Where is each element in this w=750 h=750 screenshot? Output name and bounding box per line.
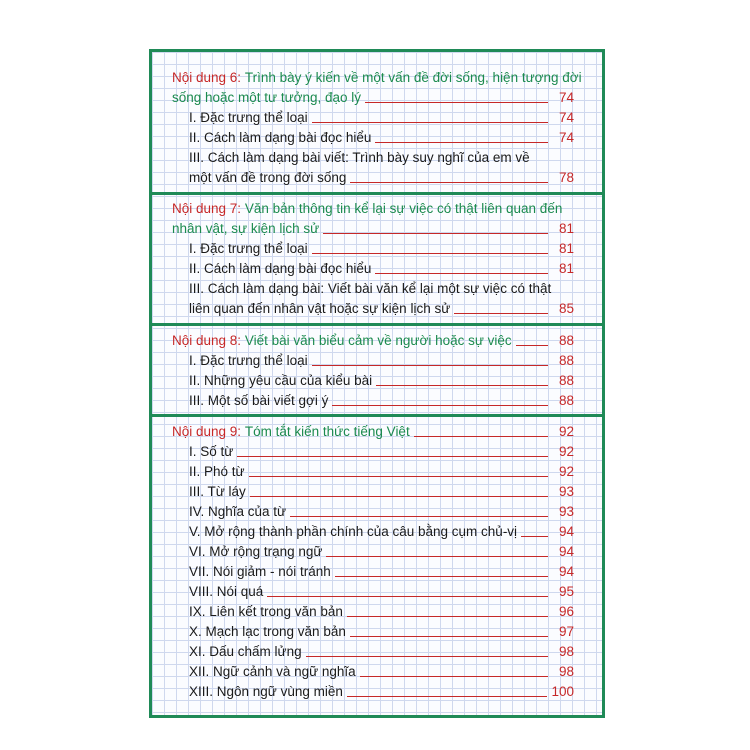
dotted-leader (365, 102, 548, 103)
section-label: Nội dung 6: (172, 70, 242, 85)
entry-title: liên quan đến nhân vật hoặc sự kiện lịch sử (189, 301, 451, 316)
dotted-leader (375, 273, 548, 274)
page-number: 74 (558, 130, 574, 145)
section-divider (152, 192, 602, 195)
entry-title: III. Một số bài viết gợi ý (189, 393, 329, 408)
dotted-leader (350, 636, 548, 637)
dotted-leader (312, 253, 548, 254)
section-title: Văn bản thông tin kể lại sự việc có thật liên quan đến (244, 201, 563, 216)
section-heading-line[interactable] (172, 86, 574, 106)
section-heading-line[interactable] (172, 66, 582, 86)
toc-entry[interactable] (189, 500, 574, 520)
dotted-leader (312, 365, 548, 366)
entry-title: III. Từ láy (189, 484, 246, 499)
dotted-leader (326, 556, 548, 557)
toc-entry[interactable] (189, 460, 574, 480)
entry-title: XII. Ngữ cảnh và ngữ nghĩa (189, 664, 356, 679)
table-of-contents-page (149, 49, 605, 718)
toc-entry[interactable] (189, 106, 574, 126)
section-heading-line[interactable] (172, 420, 574, 440)
entry-title: IV. Nghĩa của từ (189, 504, 287, 519)
dotted-leader (521, 536, 548, 537)
dotted-leader (323, 233, 548, 234)
page-number: 74 (558, 110, 574, 125)
page-number: 94 (558, 524, 574, 539)
dotted-leader (312, 122, 548, 123)
page-number: 95 (558, 584, 574, 599)
entry-title: I. Số từ (189, 444, 234, 459)
toc-entry[interactable] (189, 640, 574, 660)
entry-title: XIII. Ngôn ngữ vùng miền (189, 684, 343, 699)
toc-entry[interactable] (189, 620, 574, 640)
section-divider (152, 414, 602, 417)
page-number: 74 (558, 90, 574, 105)
dotted-leader (414, 436, 548, 437)
toc-entry[interactable] (189, 580, 574, 600)
dotted-leader (347, 616, 548, 617)
page-number: 92 (558, 424, 574, 439)
toc-entry[interactable] (189, 520, 574, 540)
toc-entry[interactable] (189, 146, 574, 166)
page-number: 78 (558, 170, 574, 185)
entry-title: XI. Dấu chấm lửng (189, 644, 302, 659)
entry-title: III. Cách làm dạng bài viết: Trình bày suy nghĩ của em về (189, 150, 530, 165)
page-number: 96 (558, 604, 574, 619)
section-heading-line[interactable] (172, 217, 574, 237)
dotted-leader (335, 576, 548, 577)
section-heading-line[interactable] (172, 197, 574, 217)
entry-title: IX. Liên kết trong văn bản (189, 604, 343, 619)
entry-title: VI. Mở rộng trạng ngữ (189, 544, 323, 559)
entry-title: II. Cách làm dạng bài đọc hiểu (189, 261, 372, 276)
entry-title: II. Phó từ (189, 464, 245, 479)
dotted-leader (250, 496, 548, 497)
dotted-leader (249, 476, 548, 477)
toc-entry[interactable] (189, 257, 574, 277)
entry-title: I. Đặc trưng thể loại (189, 241, 308, 256)
section-title: nhân vật, sự kiện lịch sử (172, 221, 320, 236)
dotted-leader (237, 456, 548, 457)
section-title: Tóm tắt kiến thức tiếng Việt (244, 424, 410, 439)
toc-entry[interactable] (189, 277, 574, 297)
toc-entry[interactable] (189, 126, 574, 146)
dotted-leader (347, 696, 548, 697)
page-number: 98 (558, 664, 574, 679)
page-number: 100 (551, 684, 574, 699)
page-number: 94 (558, 564, 574, 579)
entry-title: III. Cách làm dạng bài: Viết bài văn kể lại một sự việc có thật (189, 281, 552, 296)
section-title: Trình bày ý kiến về một vấn đề đời sống, hiện tượng đời (244, 70, 582, 85)
entry-title: I. Đặc trưng thể loại (189, 110, 308, 125)
toc-entry[interactable] (189, 480, 574, 500)
dotted-leader (350, 182, 548, 183)
page-number: 81 (558, 221, 574, 236)
page-number: 92 (558, 464, 574, 479)
dotted-leader (360, 676, 548, 677)
toc-entry[interactable] (189, 440, 574, 460)
section-label: Nội dung 9: (172, 424, 242, 439)
dotted-leader (516, 345, 548, 346)
toc-entry[interactable] (189, 560, 574, 580)
toc-entry[interactable] (189, 389, 574, 409)
dotted-leader (332, 405, 548, 406)
toc-entry[interactable] (189, 660, 574, 680)
entry-title: X. Mạch lạc trong văn bản (189, 624, 346, 639)
page-number: 94 (558, 544, 574, 559)
page-number: 88 (558, 393, 574, 408)
page-number: 88 (558, 353, 574, 368)
page-number: 93 (558, 484, 574, 499)
toc-entry[interactable] (189, 369, 574, 389)
dotted-leader (454, 313, 548, 314)
dotted-leader (375, 142, 548, 143)
toc-entry[interactable] (189, 166, 574, 186)
toc-entry[interactable] (189, 680, 574, 700)
entry-title: II. Cách làm dạng bài đọc hiểu (189, 130, 372, 145)
entry-title: V. Mở rộng thành phần chính của câu bằng cụm chủ-vị (189, 524, 518, 539)
section-heading-line[interactable] (172, 329, 574, 349)
dotted-leader (267, 596, 548, 597)
page-number: 81 (558, 261, 574, 276)
dotted-leader (306, 656, 548, 657)
page-number: 98 (558, 644, 574, 659)
dotted-leader (290, 516, 548, 517)
page-number: 97 (558, 624, 574, 639)
page-number: 92 (558, 444, 574, 459)
page-number: 81 (558, 241, 574, 256)
dotted-leader (376, 385, 548, 386)
section-divider (152, 323, 602, 326)
entry-title: VII. Nói giảm - nói tránh (189, 564, 331, 579)
page-number: 88 (558, 333, 574, 348)
entry-title: VIII. Nói quá (189, 584, 264, 599)
entry-title: I. Đặc trưng thể loại (189, 353, 308, 368)
entry-title: một vấn đề trong đời sống (189, 170, 347, 185)
entry-title: II. Những yêu cầu của kiểu bài (189, 373, 373, 388)
page-number: 93 (558, 504, 574, 519)
toc-entry[interactable] (189, 349, 574, 369)
section-label: Nội dung 7: (172, 201, 242, 216)
page-number: 85 (558, 301, 574, 316)
toc-entry[interactable] (189, 237, 574, 257)
page-number: 88 (558, 373, 574, 388)
toc-entry[interactable] (189, 540, 574, 560)
toc-entry[interactable] (189, 600, 574, 620)
section-label: Nội dung 8: (172, 333, 242, 348)
section-title: sống hoặc một tư tưởng, đạo lý (172, 90, 362, 105)
section-title: Viết bài văn biểu cảm về người hoặc sự việc (244, 333, 512, 348)
toc-entry[interactable] (189, 297, 574, 317)
